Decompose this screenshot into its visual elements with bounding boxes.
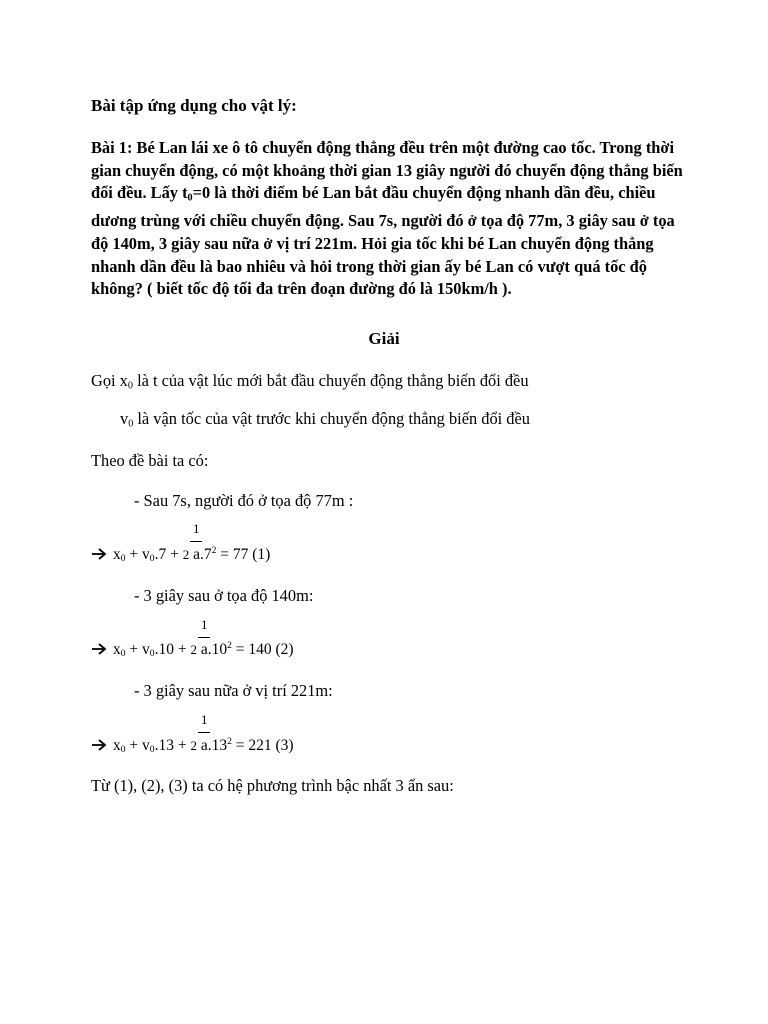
subscript: 0 <box>128 418 134 430</box>
definition-x0 <box>91 371 529 392</box>
fraction-denominator: 2 <box>190 737 197 753</box>
text: = 140 (2) <box>231 640 294 658</box>
text: = 221 (3) <box>231 736 294 754</box>
fraction-denominator: 2 <box>190 641 197 657</box>
condition-2: - 3 giây sau ở tọa độ 140m: <box>134 586 314 605</box>
fraction-numerator: 1 <box>201 712 208 727</box>
right-arrow-icon <box>91 548 107 560</box>
fraction-numerator: 1 <box>201 617 208 632</box>
subscript: 0 <box>120 648 126 660</box>
fraction-bar <box>198 732 210 733</box>
text: x <box>113 640 121 658</box>
text: x <box>113 736 121 754</box>
condition-3: - 3 giây sau nữa ở vị trí 221m: <box>134 681 333 700</box>
subscript: 0 <box>149 553 155 565</box>
document-title: Bài tập ứng dụng cho vật lý: <box>91 96 297 115</box>
subscript: 0 <box>149 648 155 660</box>
text: là vận tốc của vật trước khi chuyển động thẳng biến đổi đều <box>133 409 530 428</box>
system-intro: Từ (1), (2), (3) ta có hệ phương trình bậc nhất 3 ẩn sau: <box>91 776 454 795</box>
superscript: 2 <box>211 545 217 556</box>
subscript: 0 <box>120 744 126 756</box>
subscript: 0 <box>127 380 133 392</box>
problem-text-part2: =0 là thời điểm bé Lan bắt đầu chuyển động nhanh dần đều, chiều dương trùng với chiều chuyển động. Sau 7s, người đó ở tọa độ 77m, 3 giây sau ở tọa độ 140m, 3 giây sau nữa ở vị trí 221m. Hỏi gia tốc khi bé Lan chuyển động thẳng nhanh dần đều là bao nhiêu và hỏi trong thời gian ấy bé Lan có vượt quá tốc độ không? ( biết tốc độ tối đa trên đoạn đường đó là 150km/h ). <box>91 183 675 299</box>
equation-3 <box>91 736 294 755</box>
text: + v <box>125 736 150 754</box>
problem-statement <box>91 137 691 301</box>
fraction-bar <box>198 637 210 638</box>
fraction-numerator: 1 <box>193 521 200 536</box>
text: + v <box>125 545 150 563</box>
solution-heading: Giải <box>368 329 400 348</box>
text: .7 + <box>154 545 183 563</box>
subscript: 0 <box>149 744 155 756</box>
text: v <box>120 409 129 428</box>
subscript: 0 <box>120 553 126 565</box>
text: x <box>113 545 121 563</box>
problem-subscript: 0 <box>187 192 193 204</box>
equation-2 <box>91 640 294 659</box>
superscript: 2 <box>227 640 232 651</box>
fraction-bar <box>190 541 202 542</box>
definition-v0 <box>120 409 530 430</box>
right-arrow-icon <box>91 643 107 655</box>
text: .13 + <box>154 736 191 754</box>
text: + v <box>125 640 150 658</box>
equation-1 <box>91 545 270 564</box>
condition-1: - Sau 7s, người đó ở tọa độ 77m : <box>134 491 354 510</box>
text: Gọi x <box>91 371 128 390</box>
given-intro: Theo đề bài ta có: <box>91 451 209 470</box>
text: a.13 <box>196 736 228 754</box>
text: .10 + <box>154 640 191 658</box>
superscript: 2 <box>227 736 232 747</box>
text: a.7 <box>189 545 212 563</box>
right-arrow-icon <box>91 739 107 751</box>
text: a.10 <box>196 640 228 658</box>
text: là t của vật lúc mới bắt đầu chuyển động thẳng biến đổi đều <box>132 371 529 390</box>
problem-text-part1: Bài 1: Bé Lan lái xe ô tô chuyển động thẳng đều trên một đường cao tốc. Trong thời gian chuyển động, có một khoảng thời gian 13 giây người đó chuyển động thẳng biến đổi đều. Lấy t <box>91 138 683 203</box>
text: = 77 (1) <box>216 545 271 563</box>
fraction-denominator: 2 <box>182 546 190 562</box>
